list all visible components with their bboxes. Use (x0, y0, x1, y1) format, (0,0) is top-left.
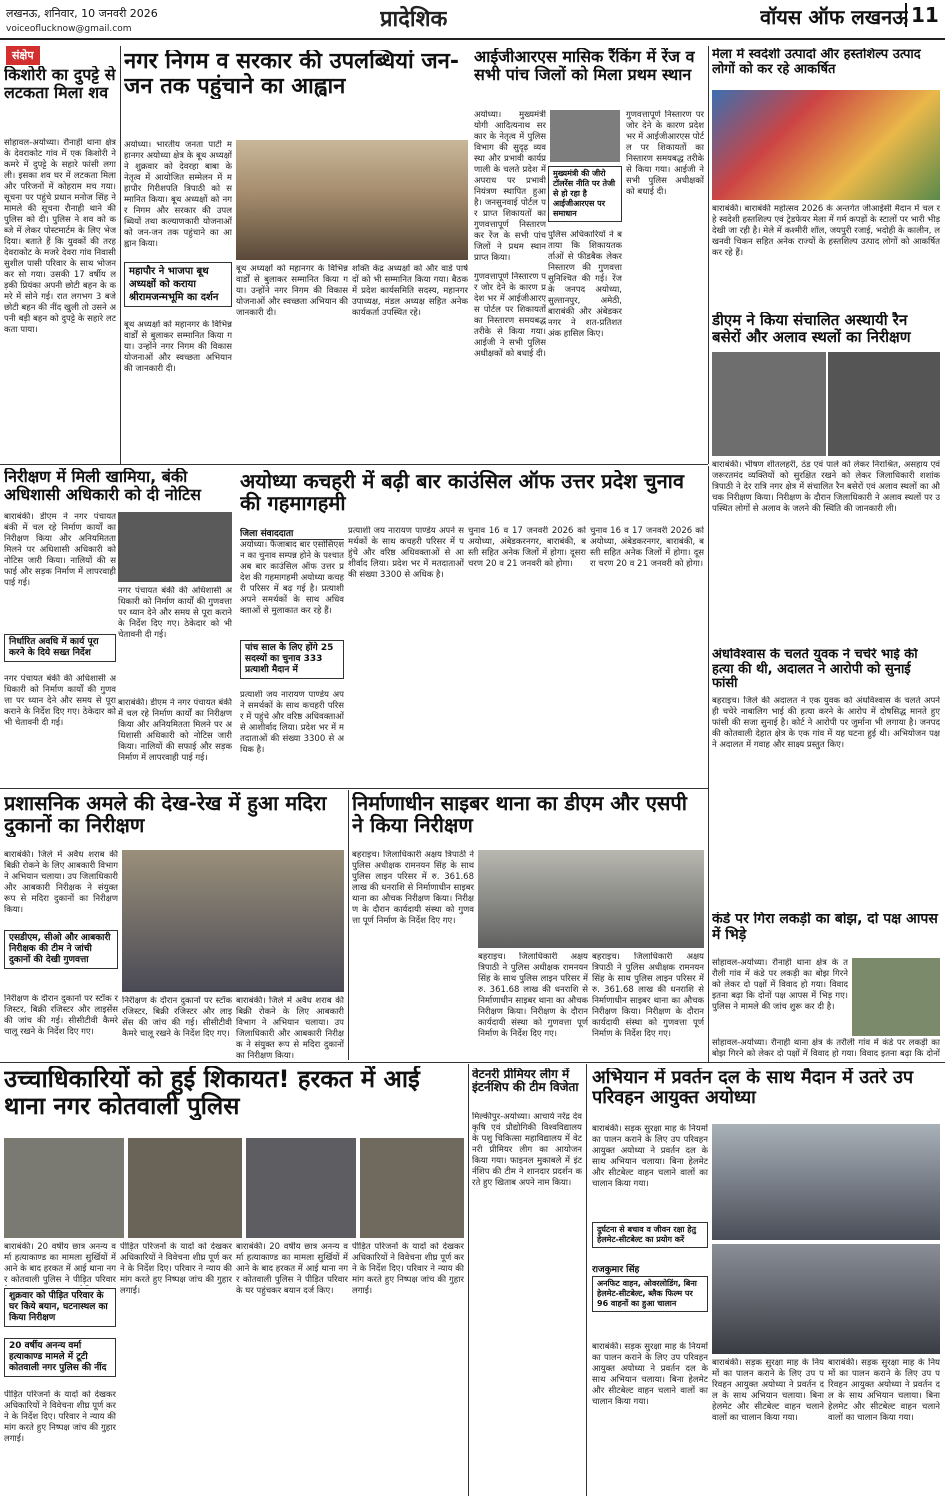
bar-council-subhead: पांच साल के लिए होंगे 25 सदस्यों का चुनाव 333 प्रत्याशी मैदान में (240, 640, 344, 679)
nagar-nigam-headline: नगर निगम व सरकार की उपलब्धियां जन-जन तक पहुंचाने का आह्वान (124, 50, 460, 99)
igrs-body-4: गुणवत्तापूर्ण निस्तारण पर जोर देने के कारण प्रदेश भर में आईजीआरएस पोर्टल पर शिकायतों का निस्तारण समयबद्ध तरीके से किया गया। आईजी ने सभी पुलिस अधीक्षकों को बधाई दी। (626, 110, 704, 197)
notice-body-3: नगर पंचायत बंकी की अधिशासी अधिकारी को निर्माण कार्यों की गुणवत्ता पर ध्यान देने और समय से पूरा कराने के निर्देश दिए गए। ठेकेदार को भी चेतावनी दी गई। (4, 674, 116, 728)
row-divider (0, 788, 708, 789)
complaint-body: बाराबंकी। 20 वर्षीय छात्र अनन्य वर्मा हत्याकाण्ड का मामला सुर्खियों में आने के बाद हरकत में आई थाना नगर कोतवाली पुलिस ने पीड़ित परिवार (4, 1242, 116, 1285)
mela-headline: मेला में स्वदेशी उत्पादों और हस्तशिल्प उत्पाद लोगों को कर रहे आकर्षित (712, 48, 921, 77)
lakdi-headline: कंडे पर गिरा लकड़ी का बोझ, दो पक्ष आपस में भिड़े (712, 912, 938, 943)
column-divider (120, 46, 121, 464)
complaint-headline: उच्चाधिकारियों को हुई शिकायत! हरकत में आई थाना नगर कोतवाली पुलिस (4, 1066, 420, 1120)
blind-faith-headline: अंधविश्वास के चलते युवक ने चचेरे भाई की हत्या की थी, अदालत ने आरोपी को सुनाई फांसी (712, 648, 918, 692)
complaint-photo-1 (4, 1138, 124, 1238)
igrs-body: अयोध्या। मुख्यमंत्री योगी आदित्यनाथ सरकार के नेतृत्व में पुलिस विभाग की सुदृढ़ व्यवस्था और प्रभावी कार्यप्रणाली के चलते प्रदेश में अपराध पर प्रभावी नियंत्रण स्थापित हुआ है। जनसुनवाई पोर्टल पर प्राप्त शिकायतों का गुणवत्तापूर्ण निस्तारण कर रेंज के सभी पांच जिलों ने प्रथम स्थान प्राप्त किया। (474, 110, 546, 263)
transport-headline: अभियान में प्रवर्तन दल के साथ मैदान में उतरे उप परिवहन आयुक्त अयोध्या (592, 1068, 914, 1109)
cyber-headline: निर्माणाधीन साइबर थाना का डीएम और एसपी ने किया निरीक्षण (352, 792, 687, 837)
complaint-subhead: शुक्रवार को पीड़ित परिवार के घर किये बयान, घटनास्थल का किया निरीक्षण (4, 1288, 116, 1327)
liquor-subhead: एसडीएम, सीओ और आबकारी निरीक्षक की टीम ने जांची दुकानों की देखी गुणवत्ता (4, 930, 118, 969)
liquor-body-3: निरीक्षण के दौरान दुकानों पर स्टॉक रजिस्टर, बिक्री रजिस्टर और लाइसेंस की जांच की गई। सीसीटीवी कैमरे चालू रखने के निर्देश दिए गए। (122, 996, 232, 1039)
cyber-body-2: बहराइच। जिलाधिकारी अक्षय त्रिपाठी ने पुलिस अधीक्षक रामनयन सिंह के साथ पुलिस लाइन परिसर में रु. 361.68 लाख की धनराशि से निर्माणाधीन साइबर थाना का औचक निरीक्षण किया। निरीक्षण के दौरान कार्यदायी संस्था को गुणवत्ता पूर्ण निर्माण के निर्देश दिए गए। (478, 952, 588, 1039)
transport-body: बाराबंकी। सड़क सुरक्षा माह के नियमों का पालन कराने के लिए उप परिवहन आयुक्त अयोध्या ने प्रवर्तन दल के साथ अभियान चलाया। बिना हेलमेट और सीटबेल्ट वाहन चलाने वालों का चालान किया गया। (592, 1124, 708, 1189)
transport-byline: राजकुमार सिंह (592, 1265, 640, 1275)
nagar-nigam-body-2: बूथ अध्यक्षों को महानगर के विभिन्न वार्डों से बुलाकर सम्मानित किया गया। उन्होंने नगर निगम की विकास योजनाओं और स्वच्छता अभियान की जानकारी दी। (124, 320, 232, 374)
column-divider (708, 466, 709, 1062)
lakdi-body-2: सोहावल-अयोध्या। रौनाही थाना क्षेत्र के तरौली गांव में कंडे पर लकड़ी का बोझ गिरने को लेकर दो पक्षों में विवाद हो गया। विवाद इतना बढ़ा कि दोनों (712, 1038, 940, 1058)
liquor-headline: प्रशासनिक अमले की देख-रेख में हुआ मदिरा दुकानों का निरीक्षण (4, 792, 327, 837)
mela-photo (712, 90, 940, 200)
brief-body: सोहावल-अयोध्या। रौनाही थाना क्षेत्र के देवराकोट गांव में एक किशोरी ने कमरे में दुपट्टे के सहारे फांसी लगा ली। इसका शव घर में लटकता मिला और परिजनों में कोहराम मच गया। सूचना पर पहुंचे प्रधान मनोज सिंह ने मामले की सूचना रौनाही थाने की पुलिस को दी। पुलिस ने शव को कब्जे में लेकर पोस्टमार्टम के लिए भेज दिया। बताते हैं कि युवकों की तरह देवराकोट के मजरे देवरा गांव निवासी सुशील पासी परिवार के साथ भोजन कर सो गया। उसकी 17 वर्षीय लड़की प्रियंका अपनी छोटी बहन के कमरे में सोने गई। रात लगभग 3 बजे छोटी बहन की नींद खुली तो उसने अपनी बड़ी बहन को दुपट्टे के सहारे लटकता पाया। (4, 138, 116, 335)
cyber-body: बहराइच। जिलाधिकारी अक्षय त्रिपाठी ने पुलिस अधीक्षक रामनयन सिंह के साथ पुलिस लाइन परिसर में रु. 361.68 लाख की धनराशि से निर्माणाधीन साइबर थाना का औचक निरीक्षण किया। निरीक्षण के दौरान कार्यदायी संस्था को गुणवत्ता पूर्ण निर्माण के निर्देश दिए गए। (352, 850, 474, 926)
complaint-subhead-2: 20 वर्षीय अनन्य वर्मा हत्याकाण्ड मामले में टूटी कोतवाली नगर पुलिस की नींद (4, 1338, 116, 1377)
column-divider (708, 46, 709, 464)
column-divider (468, 1064, 469, 1496)
mela-body: बाराबंकी। बाराबंकी महोत्सव 2026 के अन्तर्गत जीआईसी मैदान में चल रहे स्वदेशी हस्तशिल्प एवं ट्रेडफेयर मेला में गर्म कपड़ों के स्टालों पर भारी भीड़ देखी जा रही है। मेले में कश्मीरी शॉल, जयपुरी रजाई, भदोही के कालीन, लखनवी चिकन सहित अनेक राज्यों के हस्तशिल्प उत्पाद लोगों को आकर्षित कर रहे हैं। (712, 204, 940, 258)
vet-league-body: मिल्कीपुर-अयोध्या। आचार्य नरेंद्र देव कृषि एवं प्रौद्योगिकी विश्वविद्यालय के पशु चिकित्सा महाविद्यालय में वेटनरी प्रीमियर लीग का आयोजन किया गया। फाइनल मुकाबले में इंटर्नशिप की टीम ने शानदार प्रदर्शन करते हुए खिताब अपने नाम किया। (472, 1112, 582, 1188)
complaint-photo-2 (128, 1138, 242, 1238)
contact-email[interactable]: voiceoflucknow@gmail.com (6, 24, 132, 34)
bar-council-body-4: चुनाव 16 व 17 जनवरी 2026 को अयोध्या, अंबेडकरनगर, बाराबंकी, बस्ती सहित अनेक जिलों में होगा। दूसरा चरण 20 व 21 जनवरी को होगा। (468, 526, 586, 569)
transport-body-4: बाराबंकी। सड़क सुरक्षा माह के नियमों का पालन कराने के लिए उप परिवहन आयुक्त अयोध्या ने प्रवर्तन दल के साथ अभियान चलाया। बिना हेलमेट और सीटबेल्ट वाहन चलाने वालों का चालान किया गया। (828, 1358, 940, 1423)
igrs-photo (550, 110, 620, 162)
complaint-body-2: पीड़ित परिजनों के यादों को देखकर अधिकारियों ने विवेचना शीघ्र पूर्ण करने के निर्देश दिए। परिवार ने न्याय की मांग करते हुए निष्पक्ष जांच की गुहार लगाई। (4, 1390, 116, 1444)
liquor-body-4: बाराबंकी। जिले में अवैध शराब की बिक्री रोकने के लिए आबकारी विभाग ने अभियान चलाया। उप जिलाधिकारी और आबकारी निरीक्षक ने संयुक्त रूप से मदिरा दुकानों का निरीक्षण किया। (236, 996, 344, 1060)
vet-league-headline: वेटनरी प्रीमियर लीग में इंटर्नशिप की टीम विजेता (472, 1068, 579, 1095)
igrs-body-2: पुलिस अधिकारियों ने बताया कि शिकायतकर्ताओं से फीडबैक लेकर निस्तारण की गुणवत्ता सुनिश्चित की गई। रेंज के जनपद अयोध्या, सुल्तानपुर, अमेठी, बाराबंकी और अंबेडकरनगर ने शत-प्रतिशत अंक हासिल किए। (548, 230, 622, 339)
notice-body-2: नगर पंचायत बंकी की अधिशासी अधिकारी को निर्माण कार्यों की गुणवत्ता पर ध्यान देने और समय से पूरा कराने के निर्देश दिए गए। ठेकेदार को भी चेतावनी दी गई। (118, 586, 232, 640)
shelter-body: बाराबंकी। भीषण शीतलहरी, ठंड एवं पाले को लेकर निराश्रित, असहाय एवं जरूरतमंद व्यक्तियों को सुरक्षित रखने को लेकर जिलाधिकारी शशांक त्रिपाठी ने देर रात्रि नगर क्षेत्र में संचालित रैन बसेरों एवं अलाव स्थलों का औचक निरीक्षण किया। निरीक्षण के दौरान जिलाधिकारी ने अलाव स्थलों पर उपस्थित लोगों से अलाव के जलने की स्थिति की जानकारी ली। (712, 460, 940, 514)
igrs-body-3: गुणवत्तापूर्ण निस्तारण पर जोर देने के कारण प्रदेश भर में आईजीआरएस पोर्टल पर शिकायतों का निस्तारण समयबद्ध तरीके से किया गया। आईजी ने सभी पुलिस अधीक्षकों को बधाई दी। (474, 272, 546, 359)
issue-date: लखनऊ, शनिवार, 10 जनवरी 2026 (6, 7, 158, 20)
transport-subhead-2: अनफिट वाहन, ओवरलोडिंग, बिना हेलमेट-सीटबेल्ट, ब्लैक फिल्म पर 96 वाहनों का हुआ चालान (592, 1276, 708, 1312)
transport-photo-2 (712, 1244, 940, 1354)
nagar-nigam-body-4: शक्ति केंद्र अध्यक्षों को और वार्ड पार्षदों को भी सम्मानित किया गया। बैठक में प्रदेश कार्यसमिति सदस्य, महानगर उपाध्यक्ष, मंडल अध्यक्ष सहित अनेक कार्यकर्ता उपस्थित रहे। (352, 264, 468, 318)
notice-headline: निरीक्षण में मिली खामिया, बंकी अधिशासी अधिकारी को दी नोटिस (4, 468, 201, 504)
column-divider (348, 790, 349, 1060)
bar-council-headline: अयोध्या कचहरी में बढ़ी बार काउंसिल ऑफ उत्तर प्रदेश चुनाव की गहमागहमी (240, 470, 684, 515)
page-number: 11 (905, 3, 939, 27)
igrs-subhead: मुख्यमंत्री की जीरो टॉलरेंस नीति पर तेजी से हो रहा है आईजीआरएस पर समाधान (548, 166, 622, 222)
column-divider (586, 1064, 587, 1496)
lakdi-body: सोहावल-अयोध्या। रौनाही थाना क्षेत्र के तरौली गांव में कंडे पर लकड़ी का बोझ गिरने को लेकर दो पक्षों में विवाद हो गया। विवाद इतना बढ़ा कि दोनों पक्ष आपस में भिड़ गए। पुलिस ने मामले की जांच शुरू कर दी है। (712, 958, 848, 1012)
blind-faith-body: बहराइच। जिले की अदालत ने एक युवक को अंधविश्वास के चलते अपने ही चचेरे नाबालिग भाई की हत्या करने के आरोप में दोषसिद्ध मानते हुए फांसी की सजा सुनाई है। कोर्ट ने आरोपी पर जुर्माना भी लगाया है। जनपद की कोतवाली देहात क्षेत्र के एक गांव में यह घटना हुई थी। अभियोजन पक्ष ने अदालत में गवाह और साक्ष्य प्रस्तुत किए। (712, 696, 940, 750)
igrs-headline: आईजीआरएस मासिक रैंकिंग में रेंज व सभी पांच जिलों को मिला प्रथम स्थान (474, 48, 695, 84)
transport-body-2: बाराबंकी। सड़क सुरक्षा माह के नियमों का पालन कराने के लिए उप परिवहन आयुक्त अयोध्या ने प्रवर्तन दल के साथ अभियान चलाया। बिना हेलमेट और सीटबेल्ट वाहन चलाने वालों का चालान किया गया। (592, 1342, 708, 1407)
notice-body: बाराबंकी। डीएम ने नगर पंचायत बंकी में चल रहे निर्माण कार्यों का निरीक्षण किया और अनियमितता मिलने पर अधिशासी अधिकारी को नोटिस जारी किया। नालियों की सफाई और सड़क निर्माण में लापरवाही पाई गई। (4, 512, 116, 588)
transport-body-3: बाराबंकी। सड़क सुरक्षा माह के नियमों का पालन कराने के लिए उप परिवहन आयुक्त अयोध्या ने प्रवर्तन दल के साथ अभियान चलाया। बिना हेलमेट और सीटबेल्ट वाहन चलाने वालों का चालान किया गया। (712, 1358, 824, 1423)
row-divider (0, 464, 708, 465)
bar-council-body-5: चुनाव 16 व 17 जनवरी 2026 को अयोध्या, अंबेडकरनगर, बाराबंकी, बस्ती सहित अनेक जिलों में होगा। दूसरा चरण 20 व 21 जनवरी को होगा। (590, 526, 704, 569)
bar-council-body-2: प्रत्याशी जय नारायण पाण्डेय अपने समर्थकों के साथ कचहरी परिसर में पहुंचे और वरिष्ठ अधिवक्ताओं से आशीर्वाद लिया। प्रदेश भर में मतदाताओं की संख्या 3300 से अधिक है। (240, 690, 344, 755)
notice-body-4: बाराबंकी। डीएम ने नगर पंचायत बंकी में चल रहे निर्माण कार्यों का निरीक्षण किया और अनियमितता मिलने पर अधिशासी अधिकारी को नोटिस जारी किया। नालियों की सफाई और सड़क निर्माण में लापरवाही पाई गई। (118, 698, 232, 763)
lakdi-photo (852, 958, 940, 1036)
shelter-headline: डीएम ने किया संचालित अस्थायी रैन बसेरों और अलाव स्थलों का निरीक्षण (712, 312, 911, 346)
row-divider (0, 1062, 945, 1063)
notice-photo (118, 512, 232, 582)
nagar-nigam-body-3: बूथ अध्यक्षों को महानगर के विभिन्न वार्डों से बुलाकर सम्मानित किया गया। उन्होंने नगर निगम की विकास योजनाओं और स्वच्छता अभियान की जानकारी दी। (236, 264, 348, 318)
brief-tag: संक्षेप (6, 46, 40, 65)
liquor-photo (122, 850, 344, 992)
complaint-body-5: पीड़ित परिजनों के यादों को देखकर अधिकारियों ने विवेचना शीघ्र पूर्ण करने के निर्देश दिए। परिवार ने न्याय की मांग करते हुए निष्पक्ष जांच की गुहार लगाई। (352, 1242, 464, 1296)
bar-council-body-3: प्रत्याशी जय नारायण पाण्डेय अपने समर्थकों के साथ कचहरी परिसर में पहुंचे और वरिष्ठ अधिवक्ताओं से आशीर्वाद लिया। प्रदेश भर में मतदाताओं की संख्या 3300 से अधिक है। (348, 526, 464, 580)
liquor-body: बाराबंकी। जिले में अवैध शराब की बिक्री रोकने के लिए आबकारी विभाग ने अभियान चलाया। उप जिलाधिकारी और आबकारी निरीक्षक ने संयुक्त रूप से मदिरा दुकानों का निरीक्षण किया। (4, 850, 118, 915)
nagar-nigam-photo (236, 140, 468, 260)
complaint-body-3: पीड़ित परिजनों के यादों को देखकर अधिकारियों ने विवेचना शीघ्र पूर्ण करने के निर्देश दिए। परिवार ने न्याय की मांग करते हुए निष्पक्ष जांच की गुहार लगाई। (120, 1242, 232, 1296)
cyber-photo (478, 850, 704, 948)
masthead-brand: वॉयस ऑफ लखनऊ (760, 5, 908, 29)
cyber-body-3: बहराइच। जिलाधिकारी अक्षय त्रिपाठी ने पुलिस अधीक्षक रामनयन सिंह के साथ पुलिस लाइन परिसर में रु. 361.68 लाख की धनराशि से निर्माणाधीन साइबर थाना का औचक निरीक्षण किया। निरीक्षण के दौरान कार्यदायी संस्था को गुणवत्ता पूर्ण निर्माण के निर्देश दिए गए। (592, 952, 704, 1039)
brief-headline: किशोरी का दुपट्टे से लटकता मिला शव (4, 66, 116, 102)
transport-subhead: दुर्घटना से बचाव व जीवन रक्षा हेतु हेलमेट-सीटबेल्ट का प्रयोग करें (592, 1222, 708, 1248)
shelter-photo-2 (828, 352, 940, 456)
notice-subhead: निर्धारित अवधि में कार्य पूरा करने के दिये सख्त निर्देश (4, 634, 116, 662)
complaint-photo-3 (246, 1138, 356, 1238)
transport-photo-1 (712, 1124, 940, 1240)
nagar-nigam-body: अयोध्या। भारतीय जनता पार्टी महानगर अयोध्या क्षेत्र के बूथ अध्यक्षों ने शुक्रवार को देवरहा बाबा के नेतृत्व में आयोजित सम्मेलन में महापौर गिरीशपति त्रिपाठी को सम्मानित किया। बूथ अध्यक्षों को नगर निगम और सरकार की उपलब्धियों तथा कल्याणकारी योजनाओं को जन-जन तक पहुंचाने का आह्वान किया। (124, 140, 232, 249)
liquor-body-2: निरीक्षण के दौरान दुकानों पर स्टॉक रजिस्टर, बिक्री रजिस्टर और लाइसेंस की जांच की गई। सीसीटीवी कैमरे चालू रखने के निर्देश दिए गए। (4, 994, 118, 1037)
complaint-body-4: बाराबंकी। 20 वर्षीय छात्र अनन्य वर्मा हत्याकाण्ड का मामला सुर्खियों में आने के बाद हरकत में आई थाना नगर कोतवाली पुलिस ने पीड़ित परिवार के घर पहुंचकर बयान दर्ज किए। (236, 1242, 348, 1296)
complaint-photo-4 (360, 1138, 464, 1238)
nagar-nigam-subhead: महापौर ने भाजपा बूथ अध्यक्षों को कराया श्रीरामजन्मभूमि का दर्शन (124, 262, 232, 307)
shelter-photo-1 (712, 352, 826, 456)
bar-council-body: अयोध्या। फैजाबाद बार एसोसिएशन का चुनाव सम्पन्न होने के पश्चात अब बार काउंसिल ऑफ उत्तर प्रदेश की गहमागहमी अयोध्या कचहरी परिसर में बढ़ गई है। प्रत्याशी अपने समर्थकों के साथ अधिवक्ताओं से मुलाकात कर रहे हैं। (240, 540, 344, 616)
bar-council-byline: जिला संवाददाता (240, 526, 344, 540)
section-title: प्रादेशिक (380, 7, 448, 32)
